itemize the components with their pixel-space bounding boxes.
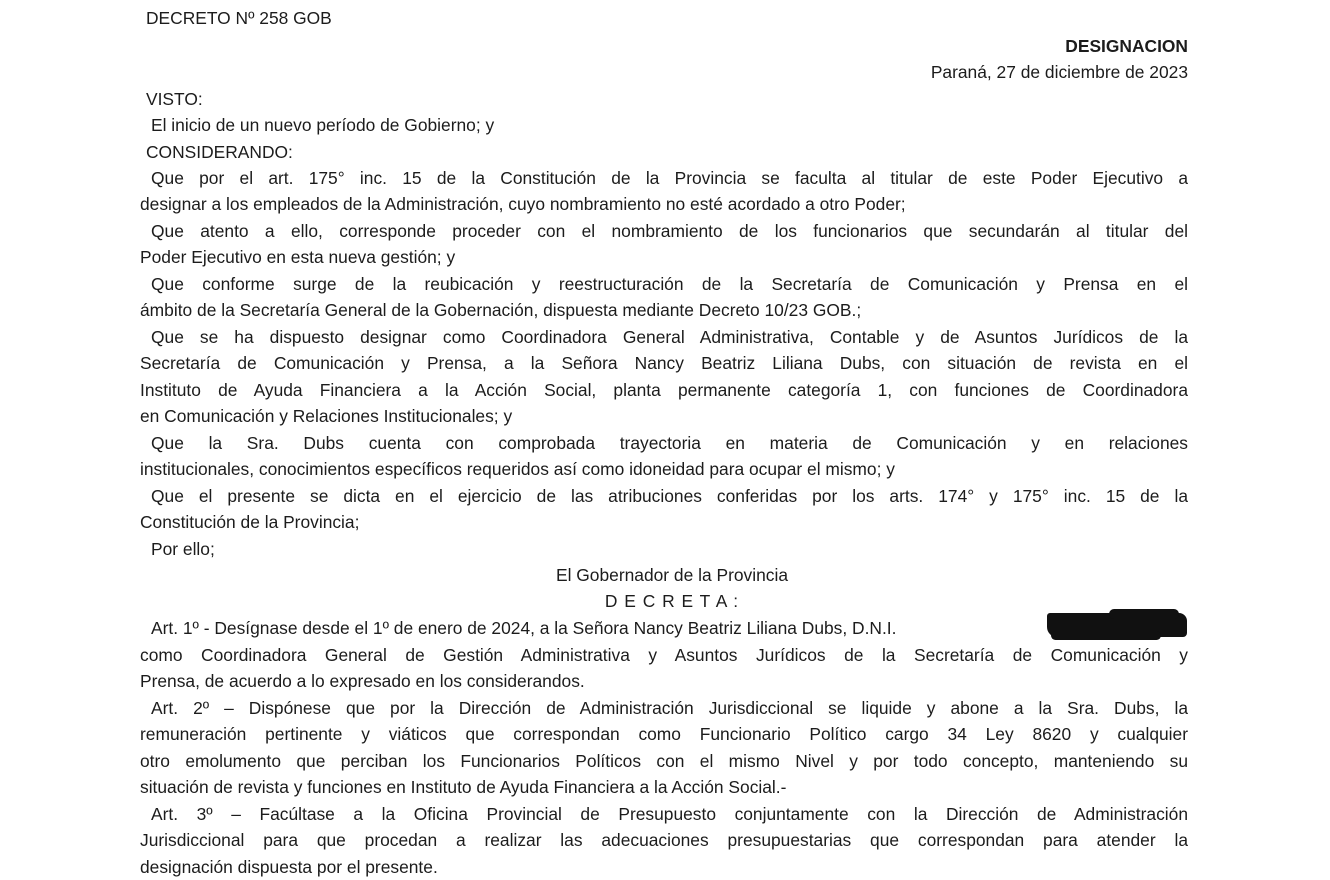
considerando-line: Poder Ejecutivo en esta nueva gestión; y xyxy=(140,247,456,267)
authority-line: El Gobernador de la Provincia xyxy=(555,565,788,585)
decree-number: DECRETO Nº 258 GOB xyxy=(146,8,332,28)
considerando-line: Que se ha dispuesto designar como Coordinadora General Administrativa, Contable y de Asuntos Jurídicos de la xyxy=(151,327,1188,347)
considerando-line: Secretaría de Comunicación y Prensa, a la Señora Nancy Beatriz Liliana Dubs, con situación de revista en el xyxy=(140,353,1188,373)
article-line: como Coordinadora General de Gestión Administrativa y Asuntos Jurídicos de la Secretaría de Comunicación y xyxy=(140,645,1188,665)
visto-text: El inicio de un nuevo período de Gobierno; y xyxy=(151,115,495,135)
article-line: otro emolumento que perciban los Funcionarios Políticos con el mismo Nivel y por todo concepto, manteniendo su xyxy=(140,751,1188,771)
considerando-line: Instituto de Ayuda Financiera a la Acción Social, planta permanente categoría 1, con funciones de Coordinadora xyxy=(140,380,1188,400)
document-heading: DESIGNACION xyxy=(1065,36,1188,56)
considerando-label: CONSIDERANDO: xyxy=(146,142,293,162)
considerando-line: Constitución de la Provincia; xyxy=(140,512,360,532)
considerando-line: designar a los empleados de la Administración, cuyo nombramiento no esté acordado a otro Poder; xyxy=(140,194,906,214)
considerando-line: ámbito de la Secretaría General de la Gobernación, dispuesta mediante Decreto 10/23 GOB.; xyxy=(140,300,862,320)
article-line: Prensa, de acuerdo a lo expresado en los considerandos. xyxy=(140,671,585,691)
considerando-line: Que la Sra. Dubs cuenta con comprobada trayectoria en materia de Comunicación y en relaciones xyxy=(151,433,1188,453)
redaction-mark xyxy=(1047,613,1187,637)
article-line: Art. 3º – Facúltase a la Oficina Provincial de Presupuesto conjuntamente con la Dirección de Administración xyxy=(151,804,1188,824)
article-line: situación de revista y funciones en Instituto de Ayuda Financiera a la Acción Social.- xyxy=(140,777,787,797)
considerando-line: Que por el art. 175° inc. 15 de la Constitución de la Provincia se faculta al titular de este Poder Ejecutivo a xyxy=(151,168,1188,188)
place-date: Paraná, 27 de diciembre de 2023 xyxy=(930,62,1188,82)
considerando-line: institucionales, conocimientos específicos requeridos así como idoneidad para ocupar el mismo; y xyxy=(140,459,895,479)
considerando-line: Que conforme surge de la reubicación y reestructuración de la Secretaría de Comunicación y Prensa en el xyxy=(151,274,1188,294)
decreta-heading: D E C R E T A : xyxy=(604,591,740,611)
article-line: remuneración pertinente y viáticos que correspondan como Funcionario Político cargo 34 Ley 8620 y cualquier xyxy=(140,724,1188,744)
considerando-line: en Comunicación y Relaciones Institucionales; y xyxy=(140,406,513,426)
article-line: Art. 2º – Dispónese que por la Dirección de Administración Jurisdiccional se liquide y abone a la Sra. Dubs, la xyxy=(151,698,1188,718)
considerando-line: Por ello; xyxy=(151,539,215,559)
article-line: Jurisdiccional para que procedan a realizar las adecuaciones presupuestarias que correspondan para atender la xyxy=(140,830,1188,850)
article-line: designación dispuesta por el presente. xyxy=(140,857,438,877)
considerando-line: Que el presente se dicta en el ejercicio de las atribuciones conferidas por los arts. 174° y 175° inc. 15 de la xyxy=(151,486,1188,506)
visto-label: VISTO: xyxy=(146,89,203,109)
considerando-line: Que atento a ello, corresponde proceder con el nombramiento de los funcionarios que secundarán al titular del xyxy=(151,221,1188,241)
article-line: Art. 1º - Desígnase desde el 1º de enero de 2024, a la Señora Nancy Beatriz Liliana Dubs, D.N.I. xyxy=(151,618,897,638)
